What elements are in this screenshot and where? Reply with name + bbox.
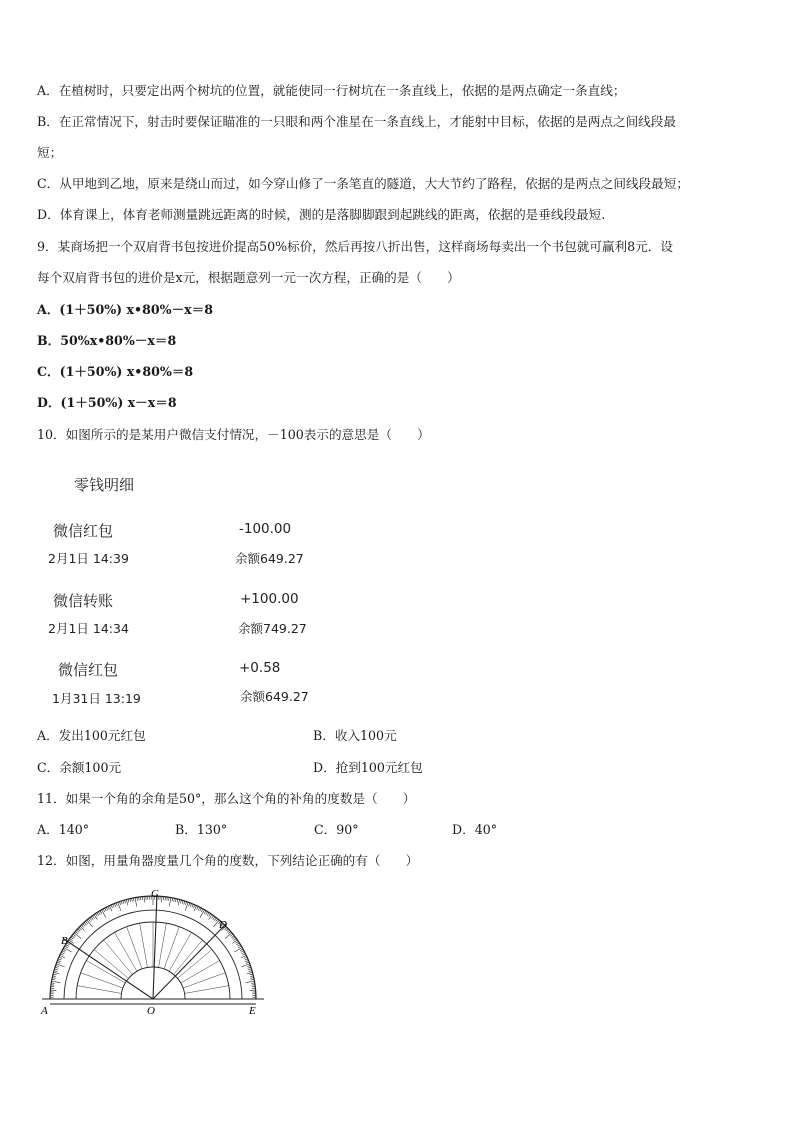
protractor-tick	[81, 925, 83, 928]
protractor-tick	[251, 979, 254, 980]
label-b: B	[61, 935, 68, 947]
protractor-tick	[60, 954, 63, 956]
record-2-amount: +100.00	[240, 591, 299, 607]
protractor-tick	[53, 976, 56, 977]
q11-option-b: B．130°	[175, 822, 228, 837]
protractor-tick	[102, 910, 107, 918]
protractor-tick	[250, 974, 253, 975]
protractor-tick	[125, 900, 126, 903]
q8-option-d: D．体育课上，体育老师测量跳远距离的时候，测的是落脚脚跟到起跳线的距离，依据的是垂线段最短.	[37, 207, 606, 222]
protractor-tick	[189, 903, 190, 906]
protractor-tick	[240, 949, 243, 951]
protractor-tick	[55, 969, 58, 970]
protractor-tick	[59, 957, 62, 958]
protractor-tick	[72, 936, 75, 938]
protractor-tick	[133, 898, 134, 901]
protractor-tick	[206, 912, 208, 915]
record-3-balance: 余额649.27	[240, 689, 309, 704]
protractor-tick	[185, 902, 186, 905]
q11-stem: 11．如果一个角的余角是50°，那么这个角的补角的度数是（ ）	[37, 791, 416, 806]
protractor-tick	[53, 974, 56, 975]
protractor-tick	[98, 912, 100, 915]
protractor-spoke	[127, 927, 142, 969]
label-e: E	[249, 1005, 256, 1017]
protractor-tick	[216, 919, 218, 922]
q9-stem-line1: 9．某商场把一个双肩背书包按进价提高50%标价，然后再按八折出售，这样商场每卖出一个书包就可赢利8元．设	[37, 239, 673, 254]
protractor-tick	[103, 909, 105, 912]
protractor-tick	[236, 943, 239, 945]
protractor-tick	[78, 929, 81, 931]
protractor-tick	[234, 948, 242, 953]
protractor-tick	[52, 981, 61, 983]
q8-option-b-line1: B．在正常情况下，射击时要保证瞄准的一只眼和两个准星在一条直线上，才能射中目标，依据的是两点之间线段最	[37, 114, 676, 129]
ray-ob	[64, 939, 153, 999]
protractor-tick	[135, 898, 137, 907]
protractor-tick	[85, 921, 87, 924]
protractor-tick	[174, 898, 175, 901]
protractor-tick	[95, 914, 97, 917]
protractor-tick	[180, 900, 181, 903]
protractor-tick	[75, 931, 78, 933]
protractor-spoke	[140, 923, 148, 967]
protractor-tick	[249, 971, 252, 972]
protractor-tick	[57, 962, 60, 963]
protractor-spoke	[86, 961, 125, 984]
protractor-tick	[79, 927, 82, 929]
protractor-tick	[178, 900, 180, 906]
protractor-tick	[106, 907, 108, 910]
protractor-tick	[88, 919, 90, 922]
protractor-tick	[128, 899, 129, 902]
q11-option-d: D．40°	[452, 822, 498, 837]
protractor-tick	[238, 946, 241, 948]
protractor-tick	[92, 916, 94, 919]
record-2-name: 微信转账	[53, 592, 114, 610]
protractor-tick	[246, 962, 249, 963]
protractor-tick	[247, 965, 250, 966]
protractor-tick	[245, 959, 248, 960]
protractor-tick	[84, 922, 86, 925]
label-o: O	[147, 1005, 155, 1017]
q8-option-b-line2: 短；	[37, 145, 63, 160]
protractor-tick	[121, 901, 122, 904]
protractor-tick	[250, 990, 256, 991]
protractor-spoke	[164, 927, 179, 969]
protractor-tick	[58, 960, 61, 961]
q11-option-a: A．140°	[37, 822, 90, 837]
protractor-tick	[169, 897, 170, 900]
protractor-spoke	[115, 932, 138, 971]
protractor-tick	[119, 902, 120, 905]
protractor-tick	[91, 917, 93, 920]
protractor-tick	[113, 904, 114, 907]
record-2-balance: 余额749.27	[238, 621, 307, 636]
protractor-tick	[130, 899, 131, 902]
record-3-time: 1月31日 13:19	[52, 691, 141, 706]
protractor-tick	[63, 949, 66, 951]
q9-stem-line2: 每个双肩背书包的进价是x元，根据题意列一元一次方程，正确的是（ ）	[37, 270, 460, 285]
protractor-tick	[211, 916, 213, 919]
q10-stem: 10．如图所示的是某用户微信支付情况，－100表示的意思是（ ）	[37, 427, 430, 442]
protractor-tick	[123, 901, 124, 904]
protractor-tick	[207, 913, 209, 916]
record-1-name: 微信红包	[53, 522, 114, 540]
protractor-tick	[161, 896, 162, 902]
protractor-spoke	[183, 973, 225, 988]
record-3-name: 微信红包	[58, 661, 119, 679]
ray-od	[153, 924, 226, 999]
protractor-tick	[182, 901, 183, 904]
q10-option-a: A．发出100元红包	[37, 728, 146, 743]
protractor-tick	[56, 965, 59, 966]
protractor-tick	[80, 926, 84, 930]
protractor-tick	[169, 898, 171, 907]
record-1-amount: -100.00	[239, 521, 292, 537]
protractor-tick	[244, 957, 247, 958]
protractor-tick	[52, 978, 55, 979]
protractor-tick	[227, 930, 230, 932]
protractor-tick	[245, 960, 248, 961]
protractor-tick	[62, 951, 65, 953]
protractor-tick	[235, 941, 238, 943]
protractor-tick	[250, 976, 253, 977]
protractor-spoke	[159, 923, 167, 967]
record-1-balance: 余额649.27	[235, 551, 304, 566]
protractor-tick	[83, 924, 85, 927]
protractor-tick	[116, 903, 117, 906]
protractor-tick	[193, 905, 194, 908]
protractor-tick	[132, 898, 133, 901]
protractor-tick	[51, 983, 54, 984]
protractor-tick	[137, 897, 138, 900]
protractor-tick	[50, 990, 56, 991]
protractor-tick	[232, 937, 235, 939]
protractor-tick	[108, 906, 110, 909]
protractor-tick	[213, 917, 215, 920]
protractor-tick	[247, 972, 253, 974]
record-2-time: 2月1日 14:34	[48, 621, 129, 636]
protractor-tick	[241, 951, 244, 953]
protractor-tick	[73, 934, 76, 936]
protractor-tick	[126, 900, 128, 906]
protractor-tick	[52, 979, 55, 980]
label-d: D	[219, 919, 227, 931]
protractor-tick	[200, 908, 202, 911]
protractor-tick	[250, 978, 253, 979]
protractor-tick	[61, 952, 64, 954]
label-c: C	[151, 888, 159, 900]
wechat-title: 零钱明细	[74, 476, 135, 494]
q12-stem: 12．如图，用量角器度量几个角的度数，下列结论正确的有（ ）	[37, 853, 419, 868]
protractor-tick	[70, 938, 73, 940]
protractor-tick	[248, 969, 251, 970]
protractor-tick	[55, 967, 58, 968]
protractor-tick	[197, 906, 199, 909]
q8-option-c: C．从甲地到乙地，原来是绕山而过，如今穿山修了一条笔直的隧道，大大节约了路程，依据的是两点之间线段最短；	[37, 176, 689, 191]
protractor-tick	[190, 904, 191, 907]
protractor-tick	[242, 954, 245, 956]
q10-option-c: C．余额100元	[37, 760, 122, 775]
q10-option-b: B．收入100元	[313, 728, 397, 743]
protractor-figure	[36, 886, 268, 1018]
protractor-tick	[54, 972, 60, 974]
protractor-tick	[214, 918, 216, 921]
protractor-tick	[234, 938, 237, 940]
q9-option-d: D．(1＋50%) x－x＝8	[37, 395, 177, 410]
protractor-tick	[228, 931, 231, 933]
protractor-tick	[237, 944, 240, 946]
q11-option-c: C．90°	[314, 822, 359, 837]
protractor-tick	[111, 905, 112, 908]
protractor-tick	[100, 911, 102, 914]
protractor-tick	[172, 898, 173, 901]
protractor-tick	[114, 904, 115, 907]
label-a: A	[41, 1005, 48, 1017]
protractor-tick	[251, 983, 254, 984]
record-3-amount: +0.58	[239, 660, 281, 676]
q9-option-a: A．(1＋50%) x•80%－x＝8	[37, 302, 214, 317]
protractor-tick	[192, 904, 193, 907]
protractor-tick	[198, 907, 200, 910]
protractor-tick	[246, 981, 255, 983]
protractor-tick	[201, 909, 203, 912]
protractor-tick	[231, 936, 234, 938]
q10-option-d: D．抢到100元红包	[313, 760, 423, 775]
protractor-tick	[54, 971, 57, 972]
protractor-tick	[200, 910, 205, 918]
q9-option-c: C．(1＋50%) x•80%＝8	[37, 364, 194, 379]
protractor-tick	[76, 930, 79, 932]
protractor-spoke	[185, 986, 229, 994]
protractor-tick	[242, 952, 245, 954]
protractor-tick	[97, 913, 99, 916]
protractor-tick	[177, 899, 178, 902]
q9-option-b: B．50%x•80%－x＝8	[37, 333, 177, 348]
protractor-spoke	[77, 986, 121, 994]
protractor-tick	[248, 967, 251, 968]
protractor-tick	[144, 896, 145, 902]
protractor-tick	[230, 934, 233, 936]
protractor-tick	[64, 948, 72, 953]
protractor-tick	[58, 959, 61, 960]
protractor-tick	[184, 901, 185, 904]
protractor-tick	[204, 911, 206, 914]
protractor-tick	[105, 908, 107, 911]
protractor-tick	[90, 918, 92, 921]
protractor-spoke	[169, 932, 192, 971]
protractor-tick	[175, 899, 176, 902]
protractor-tick	[209, 914, 211, 917]
q8-option-a: A．在植树时，只要定出两个树坑的位置，就能使同一行树坑在一条直线上，依据的是两点确定一条直线；	[37, 83, 626, 98]
protractor-tick	[71, 937, 74, 939]
record-1-time: 2月1日 14:39	[48, 551, 129, 566]
